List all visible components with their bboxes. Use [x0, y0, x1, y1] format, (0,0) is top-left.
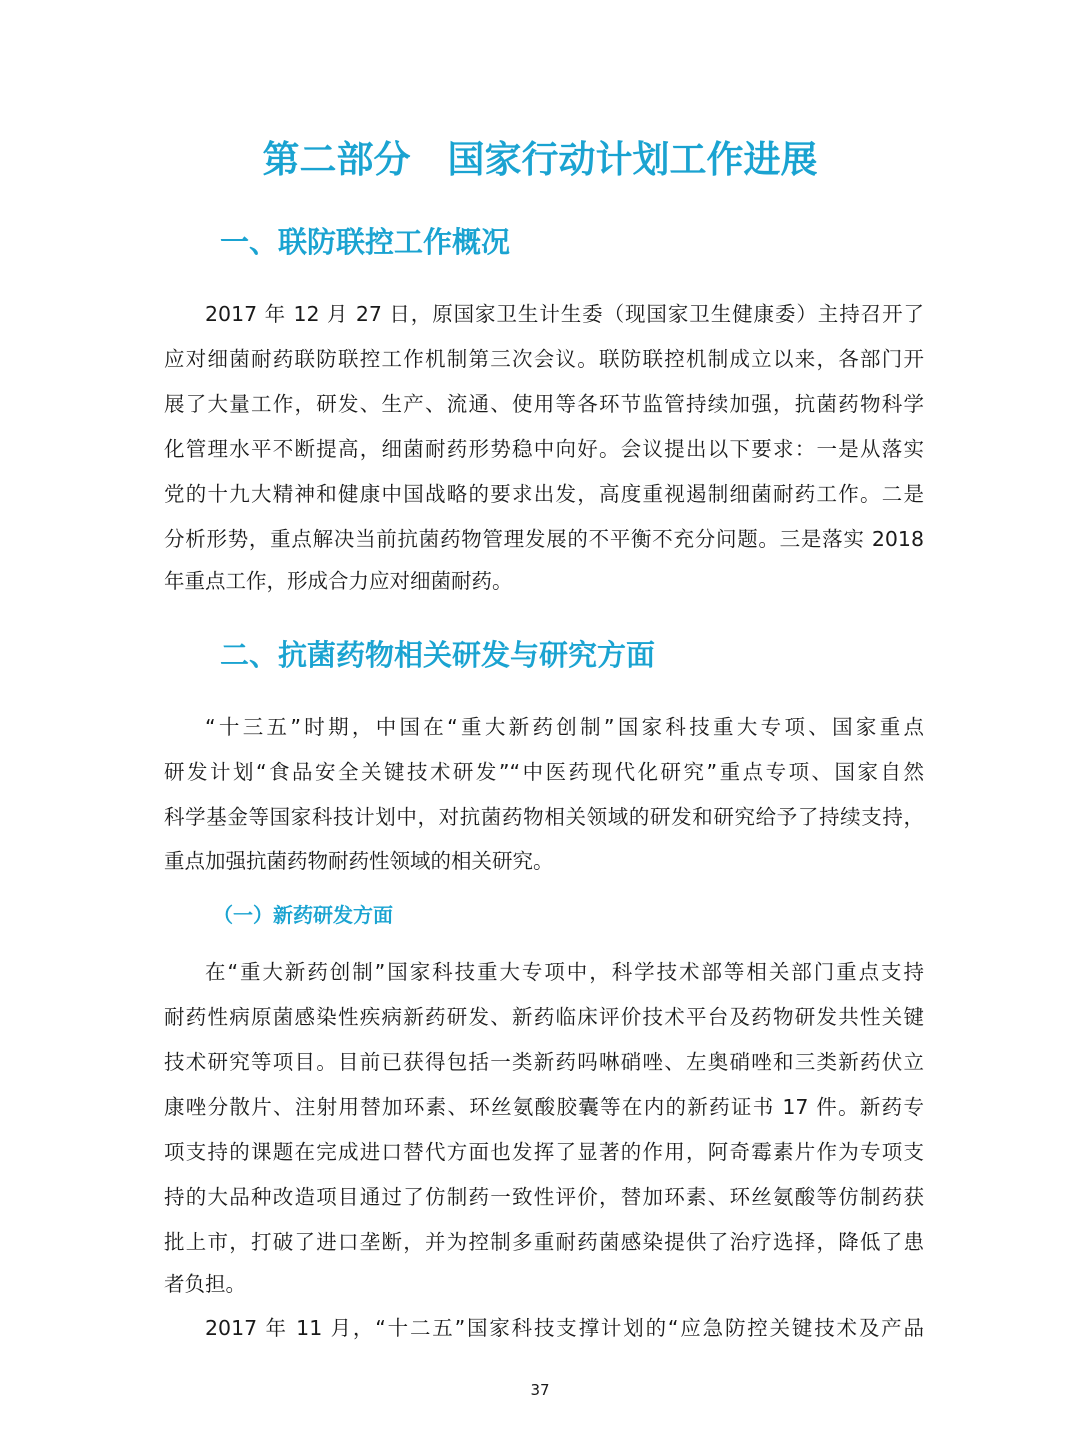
text-line: 持的大品种改造项目通过了仿制药一致性评价，替加环素、环丝氨酸等仿制药获 [164, 1185, 924, 1209]
text-line: 重点加强抗菌药物耐药性领域的相关研究。 [164, 849, 554, 873]
text-line: 2017 年 12 月 27 日，原国家卫生计生委（现国家卫生健康委）主持召开了 [205, 302, 924, 326]
text-line: 2017 年 11 月，“十二五”国家科技支撑计划的“应急防控关键技术及产品 [205, 1316, 924, 1340]
page-number: 37 [530, 1381, 550, 1399]
text-line: 者负担。 [164, 1272, 246, 1296]
text-line: 应对细菌耐药联防联控工作机制第三次会议。联防联控机制成立以来，各部门开 [164, 347, 924, 371]
text-line: 耐药性病原菌感染性疾病新药研发、新药临床评价技术平台及药物研发共性关键 [164, 1005, 924, 1029]
text-line: 在“重大新药创制”国家科技重大专项中，科学技术部等相关部门重点支持 [205, 960, 924, 984]
text-line: 研发计划“食品安全关键技术研发”“中医药现代化研究”重点专项、国家自然 [164, 760, 924, 784]
text-line: 分析形势，重点解决当前抗菌药物管理发展的不平衡不充分问题。三是落实 2018 [164, 527, 924, 551]
text-line: 康唑分散片、注射用替加环素、环丝氨酸胶囊等在内的新药证书 17 件。新药专 [164, 1095, 924, 1119]
text-line: 化管理水平不断提高，细菌耐药形势稳中向好。会议提出以下要求：一是从落实 [164, 437, 924, 461]
page-title: 第二部分 国家行动计划工作进展 [262, 138, 818, 181]
text-line: “十三五”时期，中国在“重大新药创制”国家科技重大专项、国家重点 [205, 715, 924, 739]
text-line: 党的十九大精神和健康中国战略的要求出发，高度重视遏制细菌耐药工作。二是 [164, 482, 924, 506]
text-line: 项支持的课题在完成进口替代方面也发挥了显著的作用，阿奇霉素片作为专项支 [164, 1140, 924, 1164]
text-line: 批上市，打破了进口垄断，并为控制多重耐药菌感染提供了治疗选择，降低了患 [164, 1230, 924, 1254]
text-line: 年重点工作，形成合力应对细菌耐药。 [164, 569, 513, 593]
text-line: 展了大量工作，研发、生产、流通、使用等各环节监管持续加强，抗菌药物科学 [164, 392, 924, 416]
subsection-heading-new-drugs: （一）新药研发方面 [213, 903, 393, 927]
text-line: 技术研究等项目。目前已获得包括一类新药吗啉硝唑、左奥硝唑和三类新药伏立 [164, 1050, 924, 1074]
section-heading-coordination: 一、联防联控工作概况 [220, 225, 511, 259]
text-line: 科学基金等国家科技计划中，对抗菌药物相关领域的研发和研究给予了持续支持， [164, 805, 924, 829]
section-heading-research: 二、抗菌药物相关研发与研究方面 [220, 638, 656, 672]
